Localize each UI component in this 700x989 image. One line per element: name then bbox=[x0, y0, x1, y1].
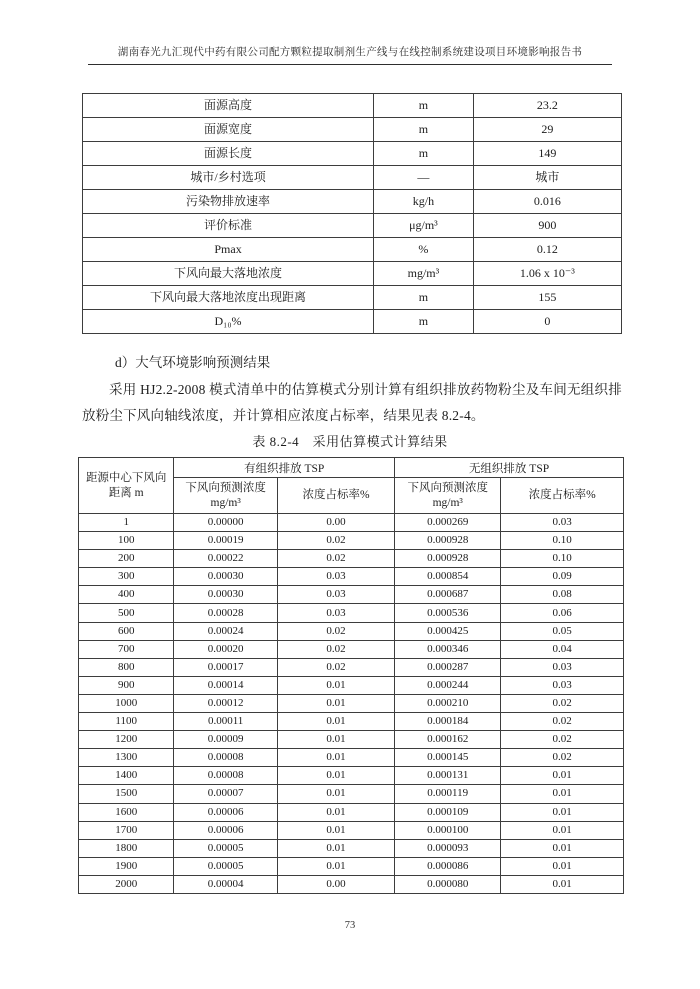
table-cell: 0.000080 bbox=[395, 875, 501, 893]
table-cell: 0.03 bbox=[501, 676, 624, 694]
table-cell: 0.000109 bbox=[395, 803, 501, 821]
table-row bbox=[79, 785, 624, 803]
table-row bbox=[83, 166, 622, 190]
table-cell: m bbox=[374, 94, 474, 118]
group-header-unorganized-tsp: 无组织排放 TSP bbox=[395, 458, 624, 478]
table-cell: 0.01 bbox=[501, 803, 624, 821]
table-cell: 200 bbox=[79, 550, 174, 568]
table-cell: 0.10 bbox=[501, 532, 624, 550]
table-cell: 0.00000 bbox=[174, 514, 278, 532]
table-cell: m bbox=[374, 286, 474, 310]
table-cell: 0.00004 bbox=[174, 875, 278, 893]
table-cell: 0.03 bbox=[277, 586, 394, 604]
table-cell: 0.00006 bbox=[174, 803, 278, 821]
table-cell: 0.02 bbox=[501, 694, 624, 712]
table-cell: 0.01 bbox=[501, 875, 624, 893]
table-cell: 面源宽度 bbox=[83, 118, 374, 142]
col-header-organized-concentration bbox=[174, 478, 278, 514]
table-cell: 0.00019 bbox=[174, 532, 278, 550]
table-cell: 下风向最大落地浓度出现距离 bbox=[83, 286, 374, 310]
table-row bbox=[83, 262, 622, 286]
params-table-body bbox=[83, 94, 622, 334]
group-header-organized-tsp: 有组织排放 TSP bbox=[174, 458, 395, 478]
table-cell: 0.01 bbox=[277, 676, 394, 694]
table-row bbox=[79, 857, 624, 875]
table-cell: 0.12 bbox=[473, 238, 621, 262]
table-cell: 0.01 bbox=[277, 785, 394, 803]
header-rule bbox=[88, 64, 612, 65]
table-cell: 0.00006 bbox=[174, 821, 278, 839]
table-cell: 0.00012 bbox=[174, 694, 278, 712]
table-cell: 0.02 bbox=[501, 713, 624, 731]
table-cell: 0.000162 bbox=[395, 731, 501, 749]
table-cell: 0.000244 bbox=[395, 676, 501, 694]
table-cell: 0.00022 bbox=[174, 550, 278, 568]
table-cell: 100 bbox=[79, 532, 174, 550]
concentration-label: 下风向预测浓度 bbox=[407, 482, 488, 495]
table-cell: 0.02 bbox=[277, 658, 394, 676]
table-cell: 0.000536 bbox=[395, 604, 501, 622]
table-cell: 0.03 bbox=[277, 604, 394, 622]
col-header-organized-ratio: 浓度占标率% bbox=[277, 478, 394, 514]
table-row bbox=[79, 713, 624, 731]
table-cell: 0.00009 bbox=[174, 731, 278, 749]
table-cell: 0.000928 bbox=[395, 532, 501, 550]
table-cell: 评价标准 bbox=[83, 214, 374, 238]
table-cell: 0.01 bbox=[501, 857, 624, 875]
table-cell: kg/h bbox=[374, 190, 474, 214]
table-cell: 0.00030 bbox=[174, 568, 278, 586]
table-cell: μg/m³ bbox=[374, 214, 474, 238]
table-cell: 0 bbox=[473, 310, 621, 334]
table-cell: 0.000210 bbox=[395, 694, 501, 712]
table-row bbox=[79, 676, 624, 694]
table-cell: 0.03 bbox=[501, 658, 624, 676]
table-cell: 300 bbox=[79, 568, 174, 586]
table-cell: % bbox=[374, 238, 474, 262]
table-cell: 1300 bbox=[79, 749, 174, 767]
table-cell: 23.2 bbox=[473, 94, 621, 118]
concentration-unit: mg/m³ bbox=[210, 496, 241, 509]
table-cell: 0.02 bbox=[277, 532, 394, 550]
table-cell: 0.02 bbox=[277, 550, 394, 568]
table-cell: 1400 bbox=[79, 767, 174, 785]
table-cell: 0.000854 bbox=[395, 568, 501, 586]
table-cell: 0.01 bbox=[277, 749, 394, 767]
table-cell: 0.05 bbox=[501, 622, 624, 640]
table-cell: 0.02 bbox=[501, 749, 624, 767]
table-cell: 0.00 bbox=[277, 875, 394, 893]
table-cell: 0.00028 bbox=[174, 604, 278, 622]
table-row bbox=[79, 586, 624, 604]
table-row bbox=[79, 731, 624, 749]
table-cell: 0.02 bbox=[501, 731, 624, 749]
table-cell: 0.01 bbox=[277, 803, 394, 821]
table-cell: 1500 bbox=[79, 785, 174, 803]
table-row bbox=[79, 532, 624, 550]
table-cell: 0.01 bbox=[501, 767, 624, 785]
table-cell: 800 bbox=[79, 658, 174, 676]
table-cell: 0.01 bbox=[277, 731, 394, 749]
table-cell: 0.00024 bbox=[174, 622, 278, 640]
table-cell: 0.000119 bbox=[395, 785, 501, 803]
table-cell: 1.06 x 10⁻³ bbox=[473, 262, 621, 286]
table-cell: 0.03 bbox=[501, 514, 624, 532]
table-cell: 0.000687 bbox=[395, 586, 501, 604]
table-cell: 0.00008 bbox=[174, 749, 278, 767]
table-cell: 0.00 bbox=[277, 514, 394, 532]
table-cell: 0.000928 bbox=[395, 550, 501, 568]
table-cell: 0.000145 bbox=[395, 749, 501, 767]
table-cell: 700 bbox=[79, 640, 174, 658]
table-row bbox=[83, 118, 622, 142]
page-number: 73 bbox=[344, 920, 356, 931]
table-cell: m bbox=[374, 118, 474, 142]
table-cell: 0.000346 bbox=[395, 640, 501, 658]
table-row bbox=[79, 694, 624, 712]
table-cell: m bbox=[374, 310, 474, 334]
table-cell: 1200 bbox=[79, 731, 174, 749]
table-cell: 0.00005 bbox=[174, 857, 278, 875]
group-header-row bbox=[79, 458, 624, 478]
table-cell: 0.000100 bbox=[395, 821, 501, 839]
results-table-body bbox=[79, 514, 624, 894]
table-cell: 0.000269 bbox=[395, 514, 501, 532]
table-cell: 1100 bbox=[79, 713, 174, 731]
col-header-unorganized-ratio: 浓度占标率% bbox=[501, 478, 624, 514]
table-row bbox=[83, 238, 622, 262]
table-cell: 0.10 bbox=[501, 550, 624, 568]
table-cell: 0.01 bbox=[501, 839, 624, 857]
table-cell: 下风向最大落地浓度 bbox=[83, 262, 374, 286]
table-cell: 155 bbox=[473, 286, 621, 310]
col-header-unorganized-concentration bbox=[395, 478, 501, 514]
table-cell: 900 bbox=[473, 214, 621, 238]
table-row bbox=[79, 622, 624, 640]
table-cell: 0.01 bbox=[277, 694, 394, 712]
table-cell: 0.06 bbox=[501, 604, 624, 622]
table-row bbox=[79, 803, 624, 821]
table-cell: 1 bbox=[79, 514, 174, 532]
table-cell: 污染物排放速率 bbox=[83, 190, 374, 214]
table-cell: D₁₀% bbox=[83, 310, 374, 334]
table-cell: 900 bbox=[79, 676, 174, 694]
table-cell: 0.00020 bbox=[174, 640, 278, 658]
table-cell: 0.00008 bbox=[174, 767, 278, 785]
body-paragraph: 采用 HJ2.2-2008 模式清单中的估算模式分别计算有组织排放药物粉尘及车间无组织排放粉尘下风向轴线浓度，并计算相应浓度占标率，结果见表 8.2-4。 bbox=[82, 382, 622, 423]
table-row bbox=[79, 514, 624, 532]
section-heading: d）大气环境影响预测结果 bbox=[115, 355, 271, 370]
table-cell: 29 bbox=[473, 118, 621, 142]
table-row bbox=[83, 142, 622, 166]
table-cell: 0.09 bbox=[501, 568, 624, 586]
table-cell: 600 bbox=[79, 622, 174, 640]
source-parameters-table bbox=[82, 93, 622, 334]
table-cell: 400 bbox=[79, 586, 174, 604]
table-cell: 面源长度 bbox=[83, 142, 374, 166]
results-table-caption: 表 8.2-4 采用估算模式计算结果 bbox=[252, 434, 448, 449]
table-cell: 149 bbox=[473, 142, 621, 166]
table-cell: 0.000425 bbox=[395, 622, 501, 640]
table-cell: mg/m³ bbox=[374, 262, 474, 286]
table-cell: 城市 bbox=[473, 166, 621, 190]
table-cell: 0.00011 bbox=[174, 713, 278, 731]
table-row bbox=[83, 286, 622, 310]
table-row bbox=[83, 94, 622, 118]
concentration-unit: mg/m³ bbox=[432, 496, 463, 509]
table-cell: — bbox=[374, 166, 474, 190]
table-cell: 1800 bbox=[79, 839, 174, 857]
table-row bbox=[83, 310, 622, 334]
table-cell: 0.00030 bbox=[174, 586, 278, 604]
table-cell: 0.00007 bbox=[174, 785, 278, 803]
table-cell: 2000 bbox=[79, 875, 174, 893]
table-row bbox=[79, 604, 624, 622]
table-cell: 0.08 bbox=[501, 586, 624, 604]
table-cell: 0.01 bbox=[501, 785, 624, 803]
table-row bbox=[79, 839, 624, 857]
table-cell: 0.00014 bbox=[174, 676, 278, 694]
table-cell: 1600 bbox=[79, 803, 174, 821]
table-cell: Pmax bbox=[83, 238, 374, 262]
table-cell: 城市/乡村选项 bbox=[83, 166, 374, 190]
results-table-head bbox=[79, 458, 624, 514]
table-cell: 0.01 bbox=[277, 821, 394, 839]
concentration-label: 下风向预测浓度 bbox=[185, 482, 266, 495]
table-cell: 500 bbox=[79, 604, 174, 622]
table-cell: 0.000287 bbox=[395, 658, 501, 676]
table-cell: 0.000131 bbox=[395, 767, 501, 785]
table-cell: 0.02 bbox=[277, 622, 394, 640]
table-cell: 0.01 bbox=[277, 713, 394, 731]
table-cell: 0.016 bbox=[473, 190, 621, 214]
table-row bbox=[79, 568, 624, 586]
table-cell: 0.01 bbox=[277, 839, 394, 857]
table-cell: m bbox=[374, 142, 474, 166]
table-row bbox=[79, 821, 624, 839]
table-row bbox=[79, 767, 624, 785]
table-cell: 1900 bbox=[79, 857, 174, 875]
document-header-title: 湖南春光九汇现代中药有限公司配方颗粒提取制剂生产线与在线控制系统建设项目环境影响报告书 bbox=[117, 47, 583, 58]
table-cell: 1700 bbox=[79, 821, 174, 839]
results-table bbox=[78, 457, 624, 894]
table-cell: 0.00005 bbox=[174, 839, 278, 857]
table-cell: 面源高度 bbox=[83, 94, 374, 118]
table-cell: 0.02 bbox=[277, 640, 394, 658]
table-cell: 0.03 bbox=[277, 568, 394, 586]
table-cell: 0.000184 bbox=[395, 713, 501, 731]
table-cell: 0.01 bbox=[277, 857, 394, 875]
table-cell: 0.00017 bbox=[174, 658, 278, 676]
table-row bbox=[79, 550, 624, 568]
col-header-distance: 距源中心下风向 距离 m bbox=[79, 458, 174, 514]
table-row bbox=[83, 214, 622, 238]
table-row bbox=[79, 875, 624, 893]
table-cell: 0.000086 bbox=[395, 857, 501, 875]
table-cell: 0.000093 bbox=[395, 839, 501, 857]
table-row bbox=[83, 190, 622, 214]
table-cell: 0.01 bbox=[501, 821, 624, 839]
table-cell: 0.04 bbox=[501, 640, 624, 658]
table-cell: 1000 bbox=[79, 694, 174, 712]
table-row bbox=[79, 658, 624, 676]
table-row bbox=[79, 749, 624, 767]
table-cell: 0.01 bbox=[277, 767, 394, 785]
table-row bbox=[79, 640, 624, 658]
